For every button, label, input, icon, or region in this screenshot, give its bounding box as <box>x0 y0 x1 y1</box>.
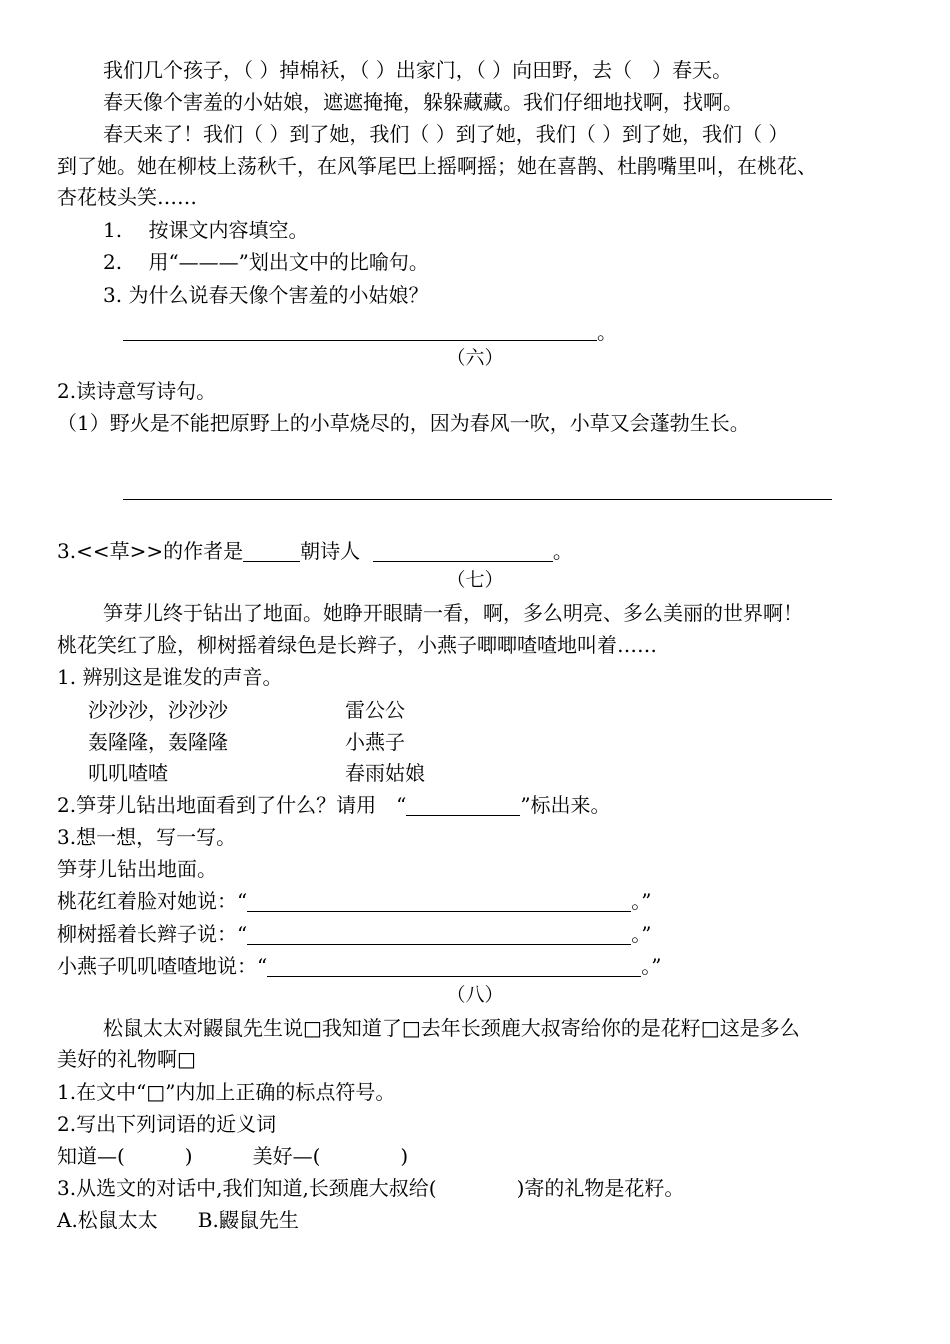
options: A.松鼠太太 B.鼹鼠先生 <box>57 1208 299 1232</box>
passage-line: 到了她。她在柳枝上荡秋千，在风筝尾巴上摇啊摇；她在喜鹊、杜鹃嘴里叫，在桃花、 <box>57 154 817 178</box>
section-heading: （八） <box>446 984 504 1006</box>
question: 1. 辨别这是谁发的声音。 <box>57 665 283 689</box>
answer-line[interactable] <box>247 891 631 912</box>
match-left-item[interactable]: 叽叽喳喳 <box>88 761 168 785</box>
section-heading: （六） <box>446 347 504 369</box>
passage-line: 松鼠太太对鼹鼠先生说□我知道了□去年长颈鹿大叔寄给你的是花籽□这是多么 <box>103 1016 800 1040</box>
question: 3.想一想，写一写。 <box>57 825 237 849</box>
question: 2.写出下列词语的近义词 <box>57 1112 277 1136</box>
question: 3. 为什么说春天像个害羞的小姑娘？ <box>103 283 429 307</box>
question: 2. 用“———”划出文中的比喻句。 <box>103 250 429 274</box>
prompt-line: 笋芽儿钻出地面。 <box>57 857 217 881</box>
match-left-item[interactable]: 沙沙沙，沙沙沙 <box>88 698 228 722</box>
period: 。 <box>597 320 617 344</box>
passage-line: 笋芽儿终于钻出了地面。她睁开眼睛一看，啊，多么明亮、多么美丽的世界啊！ <box>103 601 803 625</box>
question: （1）野火是不能把原野上的小草烧尽的，因为春风一吹，小草又会蓬勃生长。 <box>57 411 750 435</box>
match-right-item[interactable]: 雷公公 <box>345 698 405 722</box>
blank-mark <box>406 795 520 816</box>
match-right-item[interactable]: 春雨姑娘 <box>345 761 425 785</box>
question: 3.<<草>>的作者是 朝诗人 。 <box>57 539 573 563</box>
passage-line: 美好的礼物啊□ <box>57 1047 196 1071</box>
question: 2.笋芽儿钻出地面看到了什么？请用 “ ”标出来。 <box>57 793 611 817</box>
passage-line: 杏花枝头笑…… <box>57 185 197 209</box>
answer-line[interactable] <box>123 499 832 500</box>
question: 1.在文中“□”内加上正确的标点符号。 <box>57 1080 396 1104</box>
answer-line[interactable] <box>267 956 641 977</box>
dialogue-line: 桃花红着脸对她说：“ 。” <box>57 889 652 913</box>
passage-line: 春天来了！我们（ ）到了她，我们（ ）到了她，我们（ ）到了她，我们（ ） <box>103 122 789 146</box>
question: 1. 按课文内容填空。 <box>103 218 309 242</box>
dialogue-line: 小燕子叽叽喳喳地说：“ 。” <box>57 954 662 978</box>
synonym-line: 知道—( ) 美好—( ) <box>57 1144 409 1168</box>
passage-line: 我们几个孩子，（ ）掉棉袄，（ ）出家门，（ ）向田野，去（ ）春天。 <box>103 58 733 82</box>
match-right-item[interactable]: 小燕子 <box>345 730 405 754</box>
section-heading: （七） <box>446 569 504 591</box>
passage-line: 桃花笑红了脸，柳树摇着绿色是长辫子，小燕子唧唧喳喳地叫着…… <box>57 633 657 657</box>
question: 2.读诗意写诗句。 <box>57 379 217 403</box>
answer-line[interactable] <box>247 924 631 945</box>
dialogue-line: 柳树摇着长辫子说：“ 。” <box>57 922 652 946</box>
answer-line[interactable] <box>123 340 597 341</box>
blank-dynasty[interactable] <box>243 541 300 562</box>
blank-poet[interactable] <box>373 541 553 562</box>
question: 3.从选文的对话中,我们知道,长颈鹿大叔给( )寄的礼物是花籽。 <box>57 1176 685 1200</box>
passage-line: 春天像个害羞的小姑娘，遮遮掩掩，躲躲藏藏。我们仔细地找啊，找啊。 <box>103 90 743 114</box>
match-left-item[interactable]: 轰隆隆，轰隆隆 <box>88 730 228 754</box>
